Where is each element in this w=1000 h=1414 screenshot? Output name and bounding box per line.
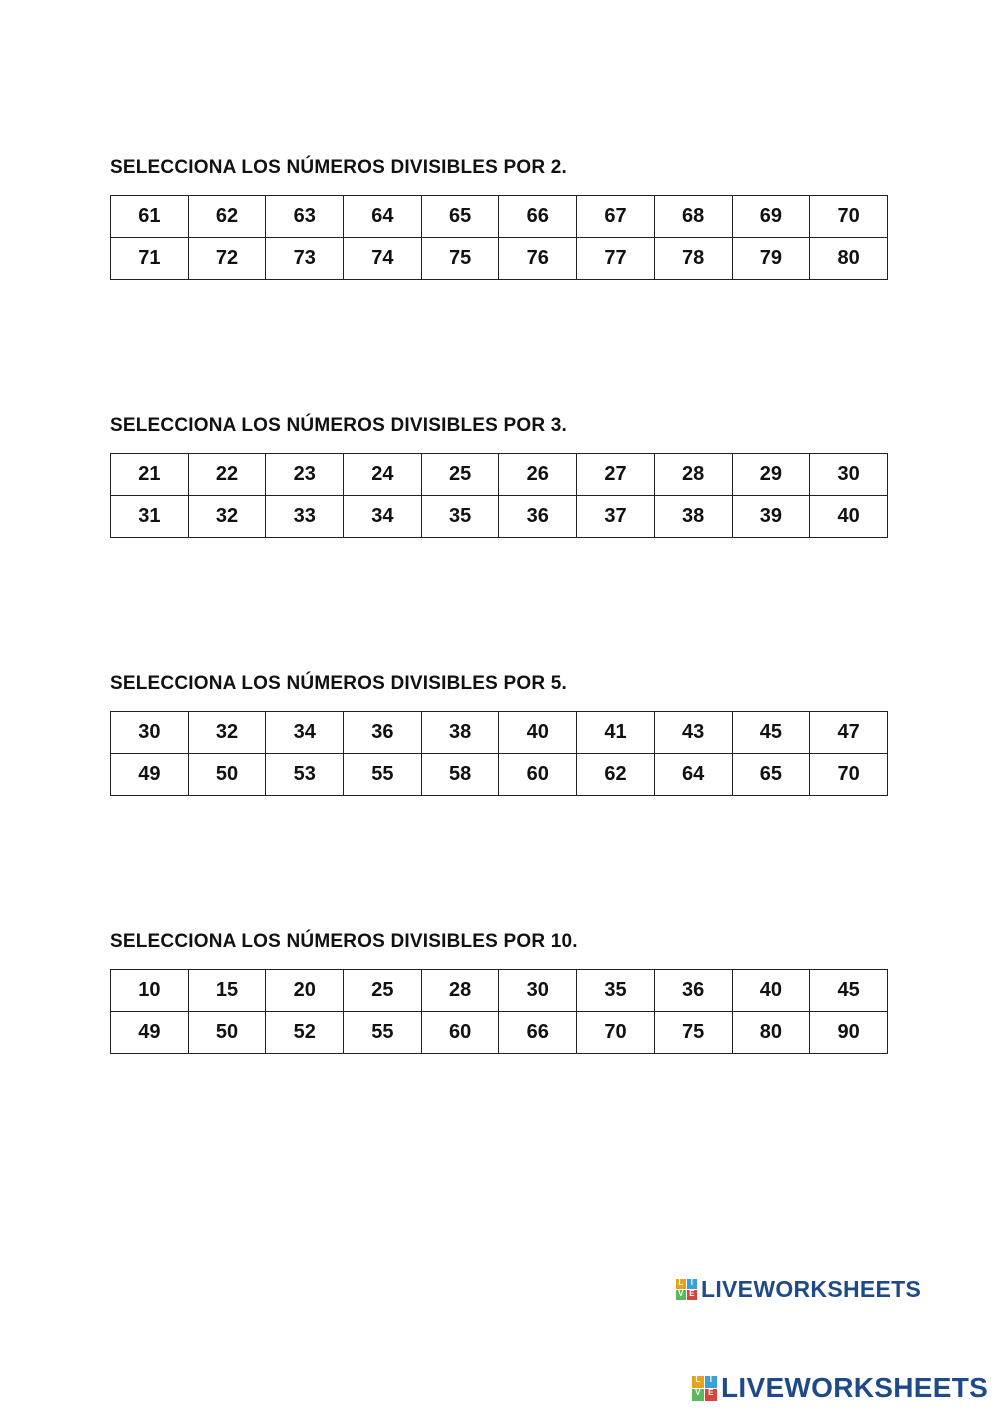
number-cell[interactable]: 75 <box>654 1012 732 1054</box>
liveworksheets-wordmark: LIVEWORKSHEETS <box>701 1276 922 1302</box>
number-cell[interactable]: 65 <box>421 196 499 238</box>
number-cell[interactable]: 80 <box>810 238 888 280</box>
number-cell[interactable]: 36 <box>654 970 732 1012</box>
number-cell[interactable]: 26 <box>499 454 577 496</box>
liveworksheets-logo-lower <box>692 1372 988 1404</box>
number-cell[interactable]: 55 <box>344 754 422 796</box>
logo-letter: L <box>692 1376 704 1388</box>
section-divisible-by-10 <box>110 929 888 1043</box>
section-divisible-by-5 <box>110 671 888 785</box>
number-cell[interactable]: 25 <box>421 454 499 496</box>
number-cell[interactable]: 68 <box>654 196 732 238</box>
number-cell[interactable]: 15 <box>188 970 266 1012</box>
number-cell[interactable]: 40 <box>732 970 810 1012</box>
number-cell[interactable]: 75 <box>421 238 499 280</box>
number-cell[interactable]: 30 <box>499 970 577 1012</box>
number-grid <box>110 453 888 538</box>
number-cell[interactable]: 55 <box>344 1012 422 1054</box>
logo-letter: E <box>705 1389 717 1401</box>
number-cell[interactable]: 38 <box>654 496 732 538</box>
number-cell[interactable]: 65 <box>732 754 810 796</box>
number-cell[interactable]: 90 <box>810 1012 888 1054</box>
number-cell[interactable]: 70 <box>810 754 888 796</box>
number-cell[interactable]: 74 <box>344 238 422 280</box>
number-cell[interactable]: 33 <box>266 496 344 538</box>
number-cell[interactable]: 64 <box>344 196 422 238</box>
number-cell[interactable]: 37 <box>577 496 655 538</box>
table-row <box>111 1012 888 1054</box>
number-cell[interactable]: 30 <box>810 454 888 496</box>
section-title: SELECCIONA LOS NÚMEROS DIVISIBLES POR 2. <box>110 157 568 178</box>
logo-letter: L <box>676 1279 686 1289</box>
number-cell[interactable]: 35 <box>577 970 655 1012</box>
number-cell[interactable]: 34 <box>266 712 344 754</box>
number-cell[interactable]: 66 <box>499 196 577 238</box>
number-cell[interactable]: 40 <box>810 496 888 538</box>
number-cell[interactable]: 47 <box>810 712 888 754</box>
number-cell[interactable]: 60 <box>421 1012 499 1054</box>
number-cell[interactable]: 24 <box>344 454 422 496</box>
number-cell[interactable]: 27 <box>577 454 655 496</box>
number-cell[interactable]: 62 <box>577 754 655 796</box>
section-divisible-by-3 <box>110 413 888 527</box>
table-row <box>111 454 888 496</box>
table-row <box>111 238 888 280</box>
number-cell[interactable]: 36 <box>344 712 422 754</box>
number-cell[interactable]: 28 <box>421 970 499 1012</box>
number-cell[interactable]: 70 <box>810 196 888 238</box>
number-cell[interactable]: 76 <box>499 238 577 280</box>
table-row <box>111 754 888 796</box>
section-title: SELECCIONA LOS NÚMEROS DIVISIBLES POR 5. <box>110 673 568 694</box>
section-divisible-by-2 <box>110 155 888 269</box>
number-cell[interactable]: 25 <box>344 970 422 1012</box>
number-cell[interactable]: 21 <box>111 454 189 496</box>
number-cell[interactable]: 66 <box>499 1012 577 1054</box>
liveworksheets-logo-upper <box>676 1276 921 1303</box>
number-cell[interactable]: 28 <box>654 454 732 496</box>
section-title: SELECCIONA LOS NÚMEROS DIVISIBLES POR 10. <box>110 931 578 952</box>
number-cell[interactable]: 50 <box>188 754 266 796</box>
number-cell[interactable]: 23 <box>266 454 344 496</box>
number-cell[interactable]: 50 <box>188 1012 266 1054</box>
number-cell[interactable]: 72 <box>188 238 266 280</box>
number-cell[interactable]: 78 <box>654 238 732 280</box>
number-cell[interactable]: 31 <box>111 496 189 538</box>
table-row <box>111 712 888 754</box>
number-grid <box>110 969 888 1054</box>
logo-letter: E <box>687 1290 697 1300</box>
number-cell[interactable]: 69 <box>732 196 810 238</box>
number-cell[interactable]: 52 <box>266 1012 344 1054</box>
number-cell[interactable]: 49 <box>111 754 189 796</box>
number-cell[interactable]: 67 <box>577 196 655 238</box>
number-grid <box>110 711 888 796</box>
number-cell[interactable]: 64 <box>654 754 732 796</box>
number-cell[interactable]: 41 <box>577 712 655 754</box>
table-row <box>111 496 888 538</box>
number-cell[interactable]: 36 <box>499 496 577 538</box>
logo-letter: I <box>705 1376 717 1388</box>
number-cell[interactable]: 53 <box>266 754 344 796</box>
table-row <box>111 970 888 1012</box>
number-cell[interactable]: 39 <box>732 496 810 538</box>
number-cell[interactable]: 61 <box>111 196 189 238</box>
table-row <box>111 196 888 238</box>
number-cell[interactable]: 43 <box>654 712 732 754</box>
number-cell[interactable]: 22 <box>188 454 266 496</box>
section-title: SELECCIONA LOS NÚMEROS DIVISIBLES POR 3. <box>110 415 568 436</box>
number-cell[interactable]: 35 <box>421 496 499 538</box>
number-cell[interactable]: 79 <box>732 238 810 280</box>
number-cell[interactable]: 80 <box>732 1012 810 1054</box>
number-cell[interactable]: 32 <box>188 496 266 538</box>
number-cell[interactable]: 45 <box>732 712 810 754</box>
number-cell[interactable]: 34 <box>344 496 422 538</box>
liveworksheets-wordmark: LIVEWORKSHEETS <box>721 1372 989 1403</box>
number-cell[interactable]: 70 <box>577 1012 655 1054</box>
number-cell[interactable]: 29 <box>732 454 810 496</box>
logo-letter: V <box>692 1389 704 1401</box>
liveworksheets-logo-icon <box>676 1279 697 1300</box>
number-cell[interactable]: 10 <box>111 970 189 1012</box>
number-cell[interactable]: 77 <box>577 238 655 280</box>
logo-letter: I <box>687 1279 697 1289</box>
number-cell[interactable]: 30 <box>111 712 189 754</box>
number-cell[interactable]: 20 <box>266 970 344 1012</box>
number-cell[interactable]: 63 <box>266 196 344 238</box>
number-cell[interactable]: 58 <box>421 754 499 796</box>
number-cell[interactable]: 45 <box>810 970 888 1012</box>
number-cell[interactable]: 62 <box>188 196 266 238</box>
logo-letter: V <box>676 1290 686 1300</box>
number-cell[interactable]: 71 <box>111 238 189 280</box>
number-grid <box>110 195 888 280</box>
number-cell[interactable]: 73 <box>266 238 344 280</box>
number-cell[interactable]: 38 <box>421 712 499 754</box>
number-cell[interactable]: 40 <box>499 712 577 754</box>
number-cell[interactable]: 49 <box>111 1012 189 1054</box>
number-cell[interactable]: 32 <box>188 712 266 754</box>
number-cell[interactable]: 60 <box>499 754 577 796</box>
liveworksheets-logo-icon <box>692 1376 717 1401</box>
